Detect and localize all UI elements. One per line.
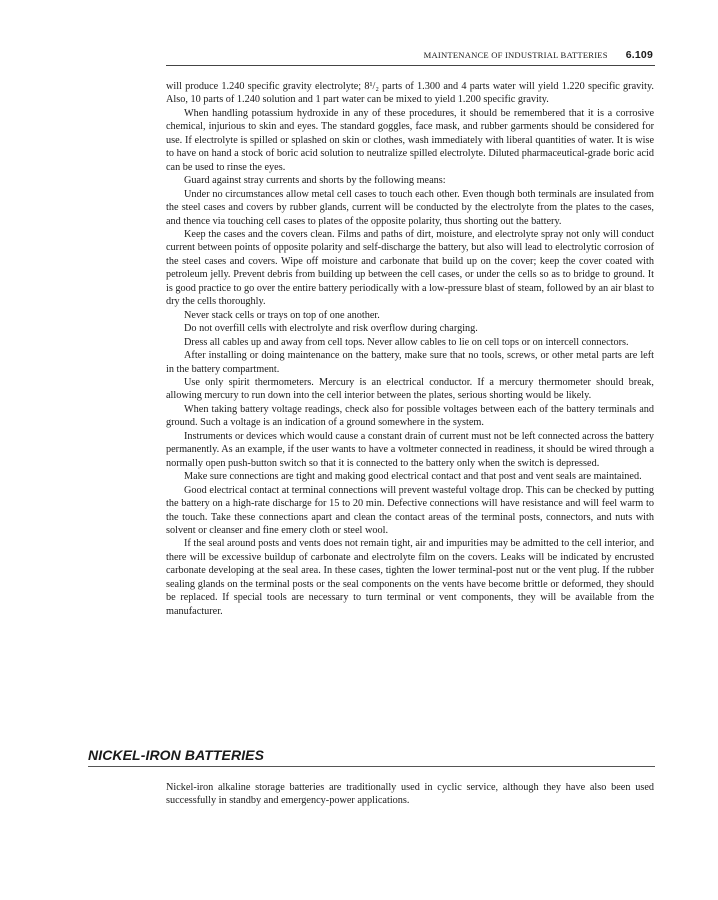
body-text [166, 80, 654, 618]
section-rule [88, 766, 655, 767]
body-paragraph: Do not overfill cells with electrolyte and risk overflow during charging. [184, 323, 478, 335]
body-paragraph: If the seal around posts and vents does not remain tight, air and impurities may be admitted to the cell interior, and there will be excessive buildup of carbonate and electrolyte film on the covers. Leaks will be indicated by encrusted carbonate developing at the seal area. In these cases, tighten the lower terminal-post nut or the vent plug. If the rubber sealing glands on the terminal posts or the seal components on the vents have become brittle or deformed, they should be replaced. If special tools are necessary to turn terminal or vent components, they will be available from the manufacturer. [166, 538, 654, 617]
body-paragraph: will produce 1.240 specific gravity electrolyte; 8¹/₂ parts of 1.300 and 4 parts water will yield 1.220 specific gravity. Also, 10 parts of 1.240 solution and 1 part water can be mixed to yield 1.200 specific gravity. [166, 81, 654, 106]
page-number: 6.109 [625, 49, 653, 61]
running-head [424, 49, 653, 61]
body-paragraph: When taking battery voltage readings, check also for possible voltages between each of the battery terminals and ground. Such a voltage is an indication of a ground somewhere in the system. [166, 403, 654, 429]
header-rule [166, 65, 655, 66]
running-title: MAINTENANCE OF INDUSTRIAL BATTERIES [423, 50, 608, 60]
body-paragraph: Dress all cables up and away from cell tops. Never allow cables to lie on cell tops or on intercell connectors. [184, 336, 629, 348]
body-paragraph: Make sure connections are tight and making good electrical contact and that post and vent seals are maintained. [184, 471, 642, 483]
body-paragraph: After installing or doing maintenance on the battery, make sure that no tools, screws, or other metal parts are left in the battery compartment. [166, 350, 654, 375]
body-paragraph: Instruments or devices which would cause a constant drain of current must not be left connected across the battery permanently. As an example, if the user wants to have a voltmeter connected in readiness, it should be wired through a normally open push-button switch so that it is connected to the battery only when the switch is depressed. [166, 430, 654, 469]
section-title: NICKEL-IRON BATTERIES [88, 747, 265, 763]
body-paragraph: When handling potassium hydroxide in any of these procedures, it should be remembered that it is a corrosive chemical, injurious to skin and eyes. The standard goggles, face mask, and rubber garments should be considered for use. If electrolyte is spilled or splashed on skin or clothes, wash immediately with liberal quantities of water. It is wise to have on hand a stock of boric acid solution to neutralize spilled electrolyte. Diluted pharmaceutical-grade boric acid can be used to rinse the eyes. [166, 107, 654, 173]
body-paragraph: Use only spirit thermometers. Mercury is an electrical conductor. If a mercury thermometer should break, allowing mercury to run down into the cell interior between the plates, serious shorting would be likely. [166, 376, 654, 402]
section-paragraph: Nickel-iron alkaline storage batteries are traditionally used in cyclic service, although they have also been used successfully in standby and emergency-power applications. [166, 782, 654, 807]
body-paragraph: Never stack cells or trays on top of one another. [184, 309, 380, 321]
body-paragraph: Keep the cases and the covers clean. Films and paths of dirt, moisture, and electrolyte spray not only will conduct current between points of opposite polarity and self-discharge the battery, but also will lead to electrolytic corrosion of the steel cases and covers. Wipe off moisture and carbonate that build up on the cover; keep the cover coated with petroleum jelly. Prevent debris from building up between the cell cases, or under the cells so as to bridge to ground. It is good practice to go over the entire battery periodically with a low-pressure blast of steam, followed by an air blast to dry the cells thoroughly. [166, 228, 654, 308]
body-paragraph: Under no circumstances allow metal cell cases to touch each other. Even though both terminals are insulated from the steel cases and covers by rubber glands, current will be conducted by the electrolyte from the plates to the cases, and thence via touching cell cases to plates of the opposite polarity, thus shorting out the battery. [166, 188, 654, 227]
body-paragraph: Guard against stray currents and shorts by the following means: [184, 175, 446, 187]
body-paragraph: Good electrical contact at terminal connections will prevent wasteful voltage drop. This can be checked by putting the battery on a high-rate discharge for 15 to 20 min. Defective connections will have resistance and will feel warm to the touch. Take these connections apart and clean the contact areas of the terminal posts, connectors, and nuts with solvent or cleanser and fine emery cloth or steel wool. [166, 484, 654, 536]
